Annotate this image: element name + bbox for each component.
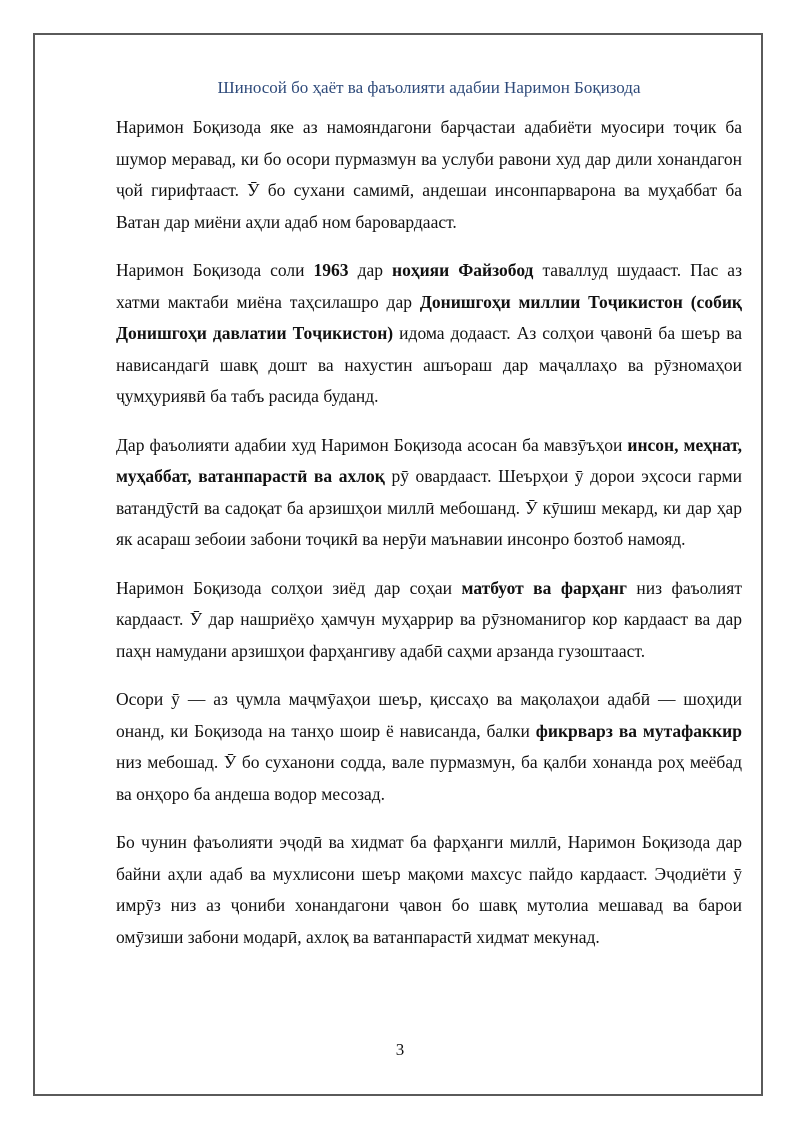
text-run: таваллуд шудааст. Пас аз хатми мактаби миёна таҳсилашро дар (116, 260, 742, 312)
text-run: низ фаъолият кардааст. Ӯ дар нашриёҳо ҳамчун муҳаррир ва рӯзноманигор кор кардааст ва дар паҳн намудани арзишҳои фарҳангиву адабӣ саҳми арзанда гузоштааст. (116, 577, 742, 661)
paragraph-1 (116, 112, 742, 238)
document-body (116, 74, 742, 970)
bold-text-run: 1963 (313, 260, 349, 280)
text-run: Осори ӯ — аз ҷумла маҷмӯаҳои шеър, қиссаҳо ва мақолаҳои адабӣ — шоҳиди онанд, ки Боқизода на танҳо шоир ё нависанда, балки (116, 689, 742, 741)
text-run: рӯ овардааст. Шеърҳои ӯ дорои эҳсоси гарми ватандӯстӣ ва садоқат ба арзишҳои миллӣ мебошанд. Ӯ кӯшиш мекард, ки дар ҳар як асараш зебоии забони тоҷикӣ ва нерӯи маънавии инсонро бозтоб намояд. (116, 466, 742, 549)
text-run: Бо чунин фаъолияти эҷодӣ ва хидмат ба фарҳанги миллӣ, Наримон Боқизода дар байни аҳли адаб ва мухлисони шеър мақоми махсус пайдо кардааст. Эҷодиёти ӯ имрӯз низ аз ҷониби хонандагони ҷавон бо шавқ мутолиа мешавад ва барои омӯзиши забони модарӣ, ахлоқ ва ватанпарастӣ хидмат мекунад. (116, 832, 742, 947)
bold-text-run: инсон, меҳнат, муҳаббат, ватанпарастӣ ва ахлоқ (116, 434, 742, 486)
bold-text-run: Донишгоҳи миллии Тоҷикистон (собиқ Донишгоҳи давлатии Тоҷикистон) (116, 291, 742, 343)
text-run: Дар фаъолияти адабии худ Наримон Боқизода асосан ба мавзӯъҳои (116, 434, 628, 455)
text-run: Наримон Боқизода солҳои зиёд дар соҳаи (116, 577, 462, 598)
text-run: Наримон Боқизода соли (116, 260, 314, 280)
paragraph-3 (116, 430, 742, 556)
text-run: низ мебошад. Ӯ бо суханони содда, вале пурмазмун, ба қалби хонанда роҳ меёбад ва онҳоро ба андеша водор месозад. (116, 752, 742, 804)
paragraph-6 (116, 827, 742, 953)
text-run: Наримон Боқизода яке аз намояндагони барҷастаи адабиёти муосири тоҷик ба шумор меравад, ки бо осори пурмазмун ва услуби равони худ дар дили хонандагон ҷой гирифтааст. Ӯ бо сухани самимӣ, андешаи инсонпарварона ва муҳаббат ба Ватан дар миёни аҳли адаб ном баровардааст. (116, 117, 742, 232)
page-number: 3 (395, 1040, 405, 1059)
page-title: Шиносой бо ҳаёт ва фаъолияти адабии Наримон Боқизода (217, 78, 641, 97)
paragraph-5 (116, 684, 742, 810)
bold-text-run: ноҳияи Файзобод (392, 260, 534, 280)
bold-text-run: фикрварз ва мутафаккир (535, 720, 742, 741)
text-run: идома додааст. Аз солҳои ҷавонӣ ба шеър ва нависандагӣ шавқ дошт ва нахустин ашъораш дар маҷаллаҳо ва рӯзномаҳои ҷумҳуриявӣ ба табъ расида буданд. (116, 323, 742, 406)
paragraph-2 (116, 255, 742, 413)
text-run: дар (348, 260, 393, 280)
paragraph-4 (116, 573, 742, 668)
bold-text-run: матбуот ва фарҳанг (461, 577, 627, 598)
